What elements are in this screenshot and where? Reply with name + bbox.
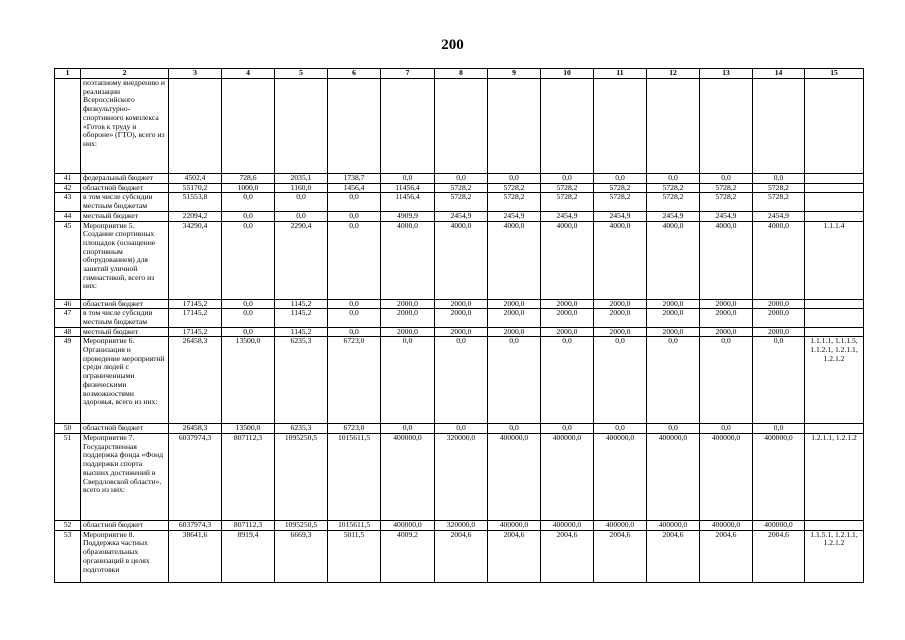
value-cell: 4502,4 xyxy=(169,174,222,184)
value-cell: 400000,0 xyxy=(488,434,541,521)
value-cell: 6235,3 xyxy=(275,424,328,434)
value-cell: 0,0 xyxy=(435,174,488,184)
value-cell: 38641,6 xyxy=(169,530,222,582)
value-cell: 2454,9 xyxy=(594,211,647,221)
column-header: 8 xyxy=(435,69,488,79)
target-code-cell: 1.1.1.4 xyxy=(805,221,864,299)
value-cell xyxy=(275,79,328,174)
value-cell: 1015611,5 xyxy=(328,434,381,521)
value-cell: 2000,0 xyxy=(381,299,435,309)
value-cell: 4000,0 xyxy=(488,221,541,299)
row-name-cell: местный бюджет xyxy=(81,211,169,221)
value-cell: 400000,0 xyxy=(381,434,435,521)
row-name-cell: областной бюджет xyxy=(81,424,169,434)
value-cell: 2000,0 xyxy=(488,327,541,337)
value-cell: 2454,9 xyxy=(541,211,594,221)
value-cell: 1000,0 xyxy=(222,183,275,193)
row-name-cell: федеральный бюджет xyxy=(81,174,169,184)
value-cell: 2000,0 xyxy=(435,309,488,327)
value-cell: 2454,9 xyxy=(647,211,700,221)
value-cell: 6037974,3 xyxy=(169,434,222,521)
value-cell: 0,0 xyxy=(541,424,594,434)
value-cell: 11456,4 xyxy=(381,193,435,211)
value-cell: 4909,9 xyxy=(381,211,435,221)
value-cell: 5728,2 xyxy=(700,183,753,193)
target-code-cell: 1.2.1.1, 1.2.1.2 xyxy=(805,434,864,521)
target-code-cell xyxy=(805,521,864,531)
row-name-cell: областной бюджет xyxy=(81,183,169,193)
value-cell: 5728,2 xyxy=(488,193,541,211)
value-cell xyxy=(753,79,805,174)
value-cell: 17145,2 xyxy=(169,299,222,309)
column-header: 15 xyxy=(805,69,864,79)
value-cell: 1145,2 xyxy=(275,309,328,327)
row-number-cell: 42 xyxy=(55,183,81,193)
value-cell: 5728,2 xyxy=(753,183,805,193)
value-cell: 0,0 xyxy=(647,337,700,424)
target-code-cell xyxy=(805,424,864,434)
value-cell: 2000,0 xyxy=(753,327,805,337)
value-cell: 4000,0 xyxy=(594,221,647,299)
value-cell: 320000,0 xyxy=(435,434,488,521)
value-cell: 1095250,5 xyxy=(275,434,328,521)
row-name-cell: поэтапному внедрению и реализации Всероссийского физкультурно-спортивного комплекса «Готов к труду и обороне» (ГТО), всего из них: xyxy=(81,79,169,174)
value-cell: 1456,4 xyxy=(328,183,381,193)
value-cell: 5728,2 xyxy=(435,193,488,211)
value-cell: 5728,2 xyxy=(594,183,647,193)
value-cell: 2004,6 xyxy=(435,530,488,582)
table-row xyxy=(55,530,864,582)
row-name-cell: в том числе субсидии местным бюджетам xyxy=(81,309,169,327)
row-number-cell: 50 xyxy=(55,424,81,434)
value-cell: 0,0 xyxy=(647,174,700,184)
column-header: 7 xyxy=(381,69,435,79)
row-name-cell: в том числе субсидии местным бюджетам xyxy=(81,193,169,211)
table-header-row xyxy=(55,69,864,79)
value-cell xyxy=(647,79,700,174)
value-cell: 0,0 xyxy=(328,211,381,221)
value-cell: 5728,2 xyxy=(435,183,488,193)
value-cell: 0,0 xyxy=(541,337,594,424)
value-cell: 0,0 xyxy=(594,337,647,424)
value-cell: 0,0 xyxy=(275,193,328,211)
value-cell: 0,0 xyxy=(222,299,275,309)
table-row xyxy=(55,424,864,434)
value-cell: 2000,0 xyxy=(488,299,541,309)
column-header: 12 xyxy=(647,69,700,79)
value-cell: 0,0 xyxy=(222,327,275,337)
value-cell: 5728,2 xyxy=(541,183,594,193)
target-code-cell: 1.1.1.1, 1.1.1.5, 1.1.2.1, 1.2.1.1, 1.2.1.2 xyxy=(805,337,864,424)
value-cell: 5728,2 xyxy=(647,193,700,211)
value-cell: 1145,2 xyxy=(275,299,328,309)
value-cell: 2000,0 xyxy=(541,299,594,309)
row-number-cell: 45 xyxy=(55,221,81,299)
value-cell xyxy=(541,79,594,174)
value-cell: 2004,6 xyxy=(594,530,647,582)
row-name-cell: местный бюджет xyxy=(81,327,169,337)
value-cell: 5728,2 xyxy=(700,193,753,211)
page-number: 200 xyxy=(441,37,464,53)
value-cell: 1145,2 xyxy=(275,327,328,337)
value-cell: 400000,0 xyxy=(594,434,647,521)
value-cell: 0,0 xyxy=(594,174,647,184)
value-cell: 5728,2 xyxy=(541,193,594,211)
column-header: 9 xyxy=(488,69,541,79)
row-number-cell: 53 xyxy=(55,530,81,582)
value-cell: 0,0 xyxy=(328,193,381,211)
row-number-cell: 41 xyxy=(55,174,81,184)
value-cell: 2000,0 xyxy=(381,327,435,337)
row-number-cell: 44 xyxy=(55,211,81,221)
column-header: 10 xyxy=(541,69,594,79)
row-name-cell: Мероприятие 6. Организация и проведение мероприятий среди людей с ограниченными физическими возможностями здоровья, всего из них: xyxy=(81,337,169,424)
target-code-cell xyxy=(805,299,864,309)
value-cell: 4000,0 xyxy=(647,221,700,299)
table-row xyxy=(55,521,864,531)
target-code-cell xyxy=(805,183,864,193)
value-cell: 0,0 xyxy=(488,337,541,424)
value-cell: 4000,0 xyxy=(753,221,805,299)
column-header: 1 xyxy=(55,69,81,79)
value-cell: 400000,0 xyxy=(594,521,647,531)
value-cell: 2004,6 xyxy=(541,530,594,582)
value-cell: 5011,5 xyxy=(328,530,381,582)
value-cell: 4009,2 xyxy=(381,530,435,582)
value-cell: 6669,3 xyxy=(275,530,328,582)
value-cell: 0,0 xyxy=(488,424,541,434)
value-cell: 2454,9 xyxy=(435,211,488,221)
value-cell: 2290,4 xyxy=(275,221,328,299)
value-cell: 400000,0 xyxy=(753,521,805,531)
value-cell: 6037974,3 xyxy=(169,521,222,531)
value-cell: 0,0 xyxy=(647,424,700,434)
value-cell: 320000,0 xyxy=(435,521,488,531)
value-cell: 0,0 xyxy=(328,309,381,327)
value-cell: 2000,0 xyxy=(541,327,594,337)
table-row xyxy=(55,183,864,193)
row-number-cell: 46 xyxy=(55,299,81,309)
value-cell: 0,0 xyxy=(222,221,275,299)
target-code-cell xyxy=(805,327,864,337)
value-cell: 2000,0 xyxy=(700,327,753,337)
value-cell xyxy=(222,79,275,174)
value-cell: 0,0 xyxy=(328,327,381,337)
table-row xyxy=(55,211,864,221)
column-header: 5 xyxy=(275,69,328,79)
value-cell: 0,0 xyxy=(700,174,753,184)
row-number-cell: 47 xyxy=(55,309,81,327)
column-header: 13 xyxy=(700,69,753,79)
row-number-cell: 48 xyxy=(55,327,81,337)
value-cell: 0,0 xyxy=(700,337,753,424)
value-cell: 2000,0 xyxy=(594,309,647,327)
value-cell: 1095250,5 xyxy=(275,521,328,531)
value-cell: 2000,0 xyxy=(381,309,435,327)
value-cell: 8919,4 xyxy=(222,530,275,582)
row-number-cell: 52 xyxy=(55,521,81,531)
value-cell: 807112,3 xyxy=(222,521,275,531)
value-cell: 2004,6 xyxy=(647,530,700,582)
value-cell: 5728,2 xyxy=(647,183,700,193)
value-cell xyxy=(488,79,541,174)
value-cell: 2000,0 xyxy=(647,327,700,337)
value-cell: 2000,0 xyxy=(541,309,594,327)
table-row xyxy=(55,221,864,299)
row-name-cell: Мероприятие 7. Государственная поддержка фонда «Фонд поддержки спорта высших достижений в Свердловской области», всего из них: xyxy=(81,434,169,521)
value-cell: 55170,2 xyxy=(169,183,222,193)
value-cell: 0,0 xyxy=(222,211,275,221)
value-cell: 728,6 xyxy=(222,174,275,184)
value-cell: 4000,0 xyxy=(541,221,594,299)
value-cell: 0,0 xyxy=(753,424,805,434)
budget-table xyxy=(54,68,864,583)
value-cell: 0,0 xyxy=(488,174,541,184)
value-cell: 0,0 xyxy=(275,211,328,221)
value-cell: 51553,8 xyxy=(169,193,222,211)
value-cell xyxy=(169,79,222,174)
column-header: 2 xyxy=(81,69,169,79)
column-header: 11 xyxy=(594,69,647,79)
table-body xyxy=(55,69,864,583)
value-cell: 2035,1 xyxy=(275,174,328,184)
column-header: 6 xyxy=(328,69,381,79)
row-name-cell: Мероприятие 8. Поддержка частных образовательных организаций в целях подготовки xyxy=(81,530,169,582)
value-cell: 2000,0 xyxy=(435,299,488,309)
value-cell: 400000,0 xyxy=(647,434,700,521)
value-cell: 2000,0 xyxy=(488,309,541,327)
value-cell: 22094,2 xyxy=(169,211,222,221)
value-cell xyxy=(700,79,753,174)
value-cell: 2000,0 xyxy=(435,327,488,337)
target-code-cell: 1.1.5.1, 1.2.1.1, 1.2.1.2 xyxy=(805,530,864,582)
value-cell: 2004,6 xyxy=(753,530,805,582)
target-code-cell xyxy=(805,79,864,174)
table-row xyxy=(55,79,864,174)
table-row xyxy=(55,299,864,309)
target-code-cell xyxy=(805,174,864,184)
value-cell: 2000,0 xyxy=(700,299,753,309)
value-cell: 17145,2 xyxy=(169,309,222,327)
value-cell xyxy=(594,79,647,174)
value-cell: 400000,0 xyxy=(381,521,435,531)
value-cell: 0,0 xyxy=(328,221,381,299)
value-cell: 5728,2 xyxy=(594,193,647,211)
column-header: 14 xyxy=(753,69,805,79)
value-cell: 400000,0 xyxy=(541,521,594,531)
value-cell: 13500,0 xyxy=(222,337,275,424)
value-cell: 400000,0 xyxy=(488,521,541,531)
value-cell: 0,0 xyxy=(222,193,275,211)
value-cell: 0,0 xyxy=(435,424,488,434)
value-cell: 5728,2 xyxy=(488,183,541,193)
table-row xyxy=(55,337,864,424)
value-cell xyxy=(328,79,381,174)
target-code-cell xyxy=(805,211,864,221)
value-cell: 1160,0 xyxy=(275,183,328,193)
row-number-cell: 51 xyxy=(55,434,81,521)
value-cell: 0,0 xyxy=(328,299,381,309)
value-cell: 400000,0 xyxy=(753,434,805,521)
value-cell: 2454,9 xyxy=(488,211,541,221)
value-cell: 34290,4 xyxy=(169,221,222,299)
table-row xyxy=(55,309,864,327)
row-name-cell: областной бюджет xyxy=(81,299,169,309)
value-cell: 400000,0 xyxy=(700,434,753,521)
value-cell: 2004,6 xyxy=(488,530,541,582)
table-row xyxy=(55,174,864,184)
value-cell xyxy=(435,79,488,174)
value-cell: 4000,0 xyxy=(435,221,488,299)
value-cell: 2000,0 xyxy=(594,327,647,337)
value-cell: 2000,0 xyxy=(753,299,805,309)
value-cell: 2000,0 xyxy=(647,309,700,327)
value-cell: 0,0 xyxy=(381,337,435,424)
value-cell: 0,0 xyxy=(753,174,805,184)
value-cell: 0,0 xyxy=(381,424,435,434)
row-number-cell xyxy=(55,79,81,174)
value-cell: 0,0 xyxy=(222,309,275,327)
value-cell: 4000,0 xyxy=(700,221,753,299)
value-cell: 400000,0 xyxy=(541,434,594,521)
value-cell: 0,0 xyxy=(435,337,488,424)
value-cell: 6723,0 xyxy=(328,337,381,424)
value-cell: 2000,0 xyxy=(753,309,805,327)
value-cell: 6723,0 xyxy=(328,424,381,434)
value-cell: 11456,4 xyxy=(381,183,435,193)
value-cell: 2000,0 xyxy=(647,299,700,309)
value-cell: 17145,2 xyxy=(169,327,222,337)
value-cell: 4000,0 xyxy=(381,221,435,299)
value-cell: 400000,0 xyxy=(647,521,700,531)
value-cell: 807112,3 xyxy=(222,434,275,521)
value-cell: 2454,9 xyxy=(753,211,805,221)
target-code-cell xyxy=(805,309,864,327)
value-cell: 6235,3 xyxy=(275,337,328,424)
value-cell: 1015611,5 xyxy=(328,521,381,531)
row-name-cell: областной бюджет xyxy=(81,521,169,531)
value-cell: 0,0 xyxy=(700,424,753,434)
table-row xyxy=(55,434,864,521)
target-code-cell xyxy=(805,193,864,211)
value-cell: 2000,0 xyxy=(594,299,647,309)
value-cell xyxy=(381,79,435,174)
value-cell: 2004,6 xyxy=(700,530,753,582)
row-name-cell: Мероприятие 5. Создание спортивных площадок (оснащение спортивным оборудованием) для занятий уличной гимнастикой, всего из них: xyxy=(81,221,169,299)
value-cell: 26458,3 xyxy=(169,337,222,424)
table-row xyxy=(55,193,864,211)
value-cell: 2454,9 xyxy=(700,211,753,221)
value-cell: 2000,0 xyxy=(700,309,753,327)
value-cell: 5728,2 xyxy=(753,193,805,211)
value-cell: 0,0 xyxy=(753,337,805,424)
row-number-cell: 43 xyxy=(55,193,81,211)
value-cell: 0,0 xyxy=(381,174,435,184)
value-cell: 0,0 xyxy=(541,174,594,184)
column-header: 3 xyxy=(169,69,222,79)
column-header: 4 xyxy=(222,69,275,79)
value-cell: 400000,0 xyxy=(700,521,753,531)
value-cell: 13500,0 xyxy=(222,424,275,434)
value-cell: 1738,7 xyxy=(328,174,381,184)
value-cell: 0,0 xyxy=(594,424,647,434)
row-number-cell: 49 xyxy=(55,337,81,424)
value-cell: 26458,3 xyxy=(169,424,222,434)
table-row xyxy=(55,327,864,337)
